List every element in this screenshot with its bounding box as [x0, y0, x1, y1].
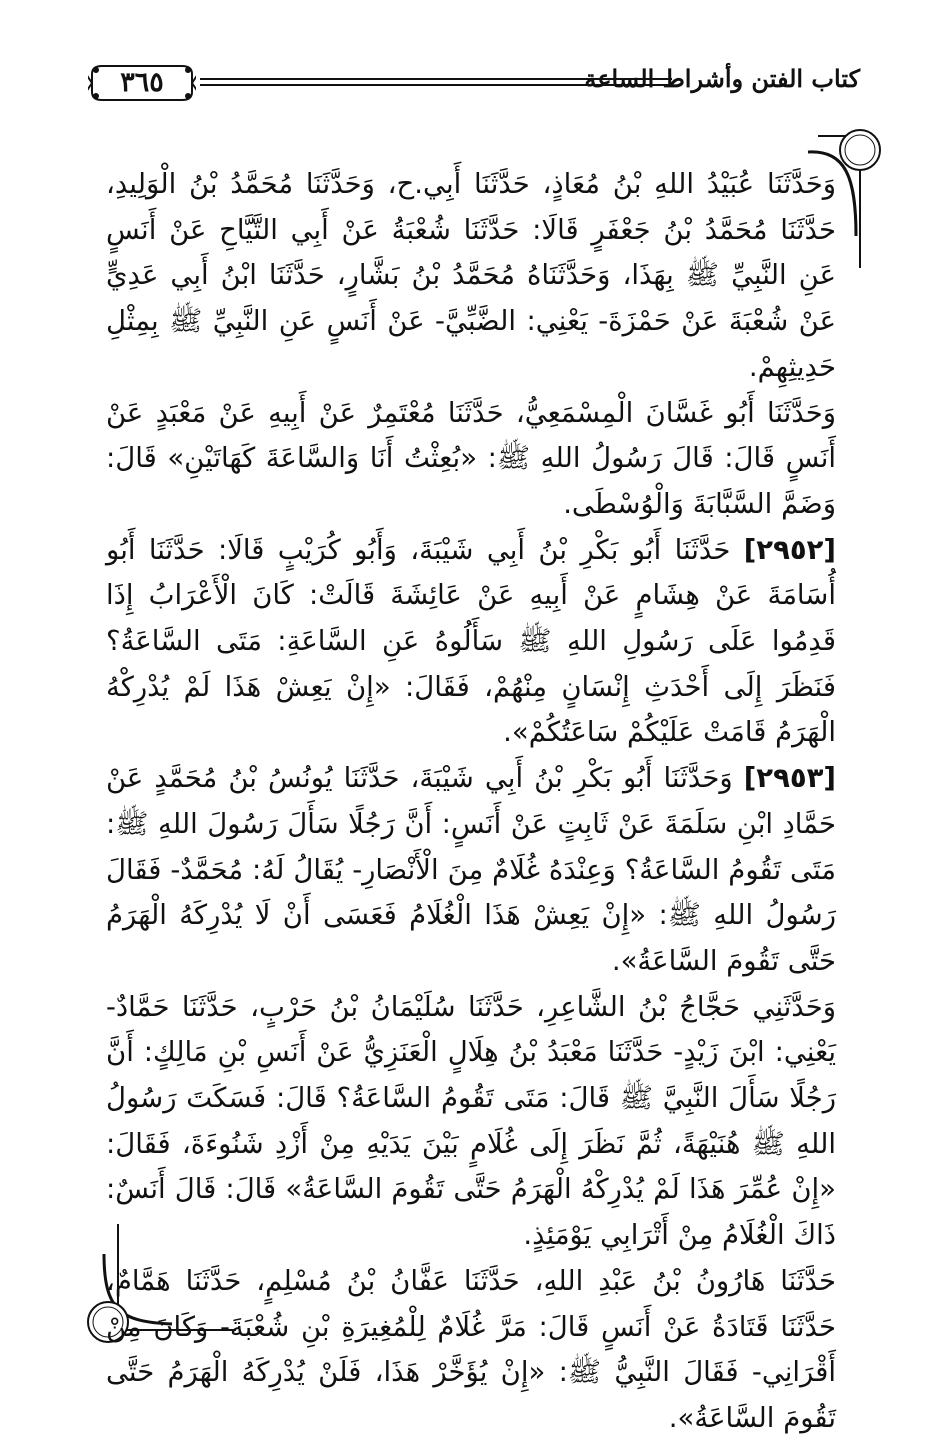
page-number-cartouche — [88, 62, 196, 104]
paragraph-text: وَحَدَّثَنَا أَبُو بَكْرِ بْنُ أَبِي شَيْبَةَ، حَدَّثَنَا يُونُسُ بْنُ مُحَمَّدٍ عَنْ حَمَّادِ ابْنِ سَلَمَةَ عَنْ ثَابِتٍ عَنْ أَنَسٍ: أَنَّ رَجُلًا سَأَلَ رَسُولَ اللهِ ﷺ: مَتَى تَقُومُ السَّاعَةُ؟ وَعِنْدَهُ غُلَامٌ مِنَ الْأَنْصَارِ- يُقَالُ لَهُ: مُحَمَّدٌ- فَقَالَ رَسُولُ اللهِ ﷺ: «إِنْ يَعِشْ هَذَا الْغُلَامُ فَعَسَى أَنْ لَا يُدْرِكَهُ الْهَرَمُ حَتَّى تَقُومَ السَّاعَةُ». — [106, 762, 836, 977]
paragraph-text: حَدَّثَنَا هَارُونُ بْنُ عَبْدِ اللهِ، حَدَّثَنَا عَفَّانُ بْنُ مُسْلِمٍ، حَدَّثَنَا هَمَّامٌ، حَدَّثَنَا قَتَادَةُ عَنْ أَنَسٍ قَالَ: مَرَّ غُلَامٌ لِلْمُغِيرَةِ بْنِ شُعْبَةَ- وَكَانَ مِنْ أَقْرَانِي- فَقَالَ النَّبِيُّ ﷺ: «إِنْ يُؤَخَّرْ هَذَا، فَلَنْ يُدْرِكَهُ الْهَرَمُ حَتَّى تَقُومَ السَّاعَةُ». — [106, 1264, 836, 1434]
paragraph — [106, 1259, 836, 1442]
paragraph — [106, 391, 836, 528]
paragraph-text: وَحَدَّثَنَا عُبَيْدُ اللهِ بْنُ مُعَاذٍ، حَدَّثَنَا أَبِي.ح، وَحَدَّثَنَا مُحَمَّدُ بْنُ الْوَلِيدِ، حَدَّثَنَا مُحَمَّدُ بْنُ جَعْفَرٍ قَالَا: حَدَّثَنَا شُعْبَةُ عَنْ أَبِي التَّيَّاحِ عَنْ أَنَسٍ عَنِ النَّبِيِّ ﷺ بِهَذَا، وَحَدَّثَنَاهُ مُحَمَّدُ بْنُ بَشَّارٍ، حَدَّثَنَا ابْنُ أَبِي عَدِيٍّ عَنْ شُعْبَةَ عَنْ حَمْزَةَ- يَعْنِي: الضَّبِّيَّ- عَنْ أَنَسٍ عَنِ النَّبِيِّ ﷺ بِمِثْلِ حَدِيثِهِمْ. — [106, 168, 836, 383]
running-title: كتاب الفتن وأشراط الساعة — [584, 64, 860, 93]
paragraph — [106, 162, 836, 391]
paragraph-text: وَحَدَّثَنِي حَجَّاجُ بْنُ الشَّاعِرِ، حَدَّثَنَا سُلَيْمَانُ بْنُ حَرْبٍ، حَدَّثَنَا حَمَّادٌ- يَعْنِي: ابْنَ زَيْدٍ- حَدَّثَنَا مَعْبَدُ بْنُ هِلَالٍ الْعَنَزِيُّ عَنْ أَنَسِ بْنِ مَالِكٍ: أَنَّ رَجُلًا سَأَلَ النَّبِيَّ ﷺ قَالَ: مَتَى تَقُومُ السَّاعَةُ؟ قَالَ: فَسَكَتَ رَسُولُ اللهِ ﷺ هُنَيْهَةً، ثُمَّ نَظَرَ إِلَى غُلَامٍ بَيْنَ يَدَيْهِ مِنْ أَزْدِ شَنُوءَةَ، فَقَالَ: «إِنْ عُمِّرَ هَذَا لَمْ يُدْرِكْهُ الْهَرَمُ حَتَّى تَقُومَ السَّاعَةُ» قَالَ: قَالَ أَنَسٌ: ذَاكَ الْغُلَامُ مِنْ أَتْرَابِي يَوْمَئِذٍ. — [106, 990, 836, 1252]
hadith-number: [٢٩٥٣] — [743, 762, 836, 795]
paragraph — [106, 985, 836, 1259]
hadith-text-body — [106, 162, 836, 1442]
hadith-number: [٢٩٥٢] — [743, 533, 836, 566]
paragraph — [106, 756, 836, 985]
page-number: ٣٦٥ — [120, 67, 164, 98]
paragraph-text: وَحَدَّثَنَا أَبُو غَسَّانَ الْمِسْمَعِيُّ، حَدَّثَنَا مُعْتَمِرٌ عَنْ أَبِيهِ عَنْ مَعْبَدٍ عَنْ أَنَسٍ قَالَ: قَالَ رَسُولُ اللهِ ﷺ: «بُعِثْتُ أَنَا وَالسَّاعَةَ كَهَاتَيْنِ» قَالَ: وَضَمَّ السَّبَّابَةَ وَالْوُسْطَى. — [106, 396, 836, 520]
page-header — [80, 58, 860, 114]
paragraph-text: حَدَّثَنَا أَبُو بَكْرِ بْنُ أَبِي شَيْبَةَ، وَأَبُو كُرَيْبٍ قَالَا: حَدَّثَنَا أَبُو أُسَامَةَ عَنْ هِشَامٍ عَنْ أَبِيهِ عَنْ عَائِشَةَ قَالَتْ: كَانَ الْأَعْرَابُ إِذَا قَدِمُوا عَلَى رَسُولِ اللهِ ﷺ سَأَلُوهُ عَنِ السَّاعَةِ: مَتَى السَّاعَةُ؟ فَنَظَرَ إِلَى أَحْدَثِ إِنْسَانٍ مِنْهُمْ، فَقَالَ: «إِنْ يَعِشْ هَذَا لَمْ يُدْرِكْهُ الْهَرَمُ قَامَتْ عَلَيْكُمْ سَاعَتُكُمْ». — [106, 533, 836, 749]
paragraph — [106, 528, 836, 757]
